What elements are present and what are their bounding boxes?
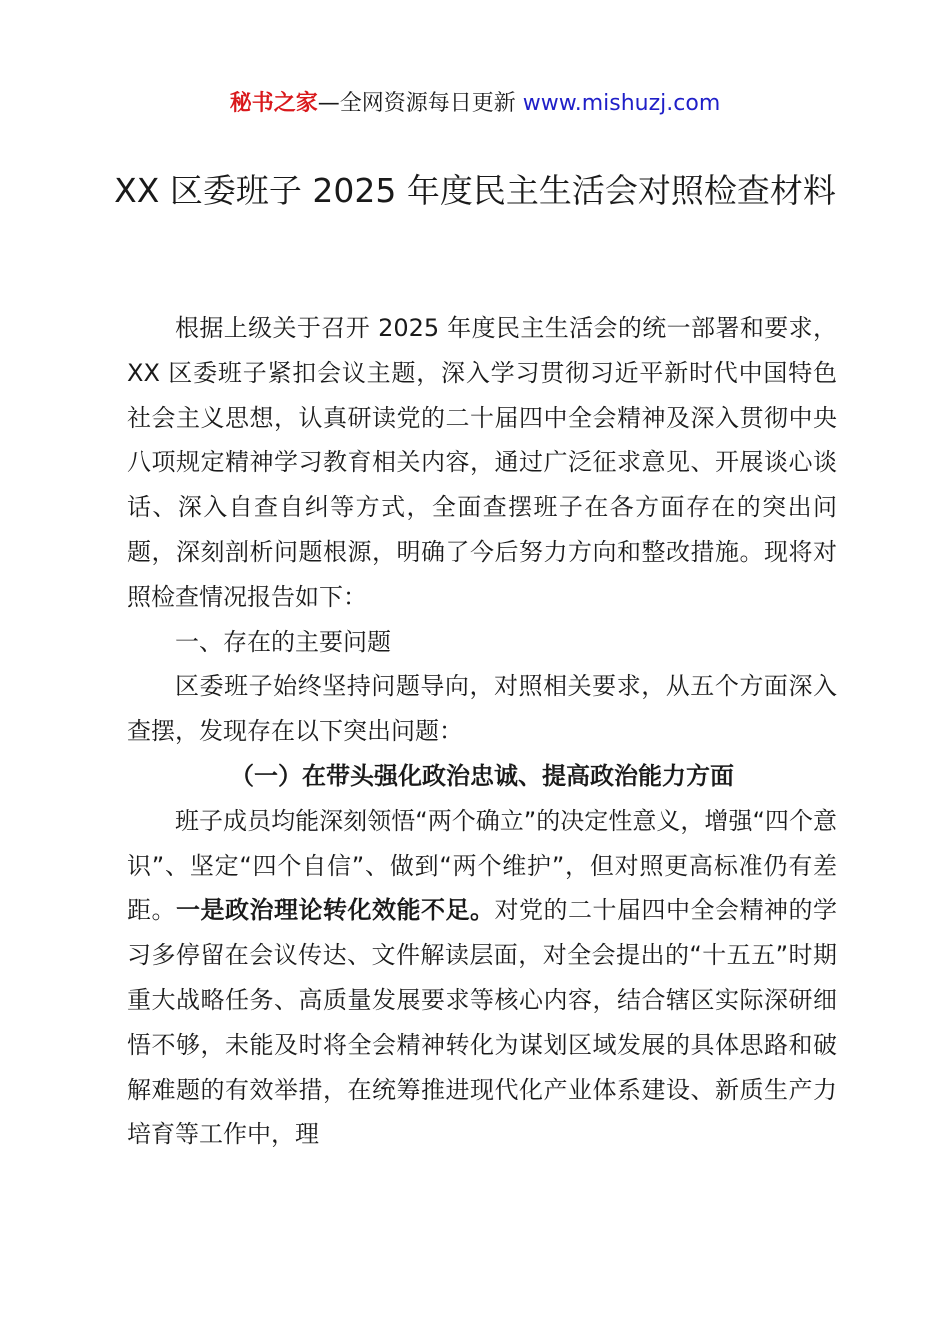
point-title: 一是政治理论转化效能不足。 xyxy=(176,896,495,925)
subsection-paragraph xyxy=(127,799,837,1157)
intro-paragraph: 根据上级关于召开 2025 年度民主生活会的统一部署和要求，XX 区委班子紧扣会议主题，深入学习贯彻习近平新时代中国特色社会主义思想，认真研读党的二十届四中全会精神及深入贯彻中央八项规定精神学习教育相关内容，通过广泛征求意见、开展谈心谈话、深入自查自纠等方式，全面查摆班子在各方面存在的突出问题，深刻剖析问题根源，明确了今后努力方向和整改措施。现将对照检查情况报告如下： xyxy=(127,314,837,611)
point-text: 对党的二十届四中全会精神的学习多停留在会议传达、文件解读层面，对全会提出的“十五五”时期重大战略任务、高质量发展要求等核心内容，结合辖区实际深研细悟不够，未能及时将全会精神转化为谋划区域发展的具体思路和破解难题的有效举措，在统筹推进现代化产业体系建设、新质生产力培育等工作中，理 xyxy=(127,896,837,1149)
document-title: XX 区委班子 2025 年度民主生活会对照检查材料 xyxy=(114,171,836,210)
section-intro-paragraph: 区委班子始终坚持问题导向，对照相关要求，从五个方面深入查摆，发现存在以下突出问题： xyxy=(127,672,837,746)
header-tagline: —全网资源每日更新 xyxy=(317,91,523,116)
section-heading: 一、存在的主要问题 xyxy=(175,627,391,656)
brand-name: 秘书之家 xyxy=(229,91,318,116)
subsection-heading: （一）在带头强化政治忠诚、提高政治能力方面 xyxy=(230,761,734,790)
site-link[interactable]: www.mishuzj.com xyxy=(522,91,721,116)
subsection-lead-text: 班子成员均能深刻领悟“两个确立”的决定性意义，增强“四个意识”、坚定“四个自信”、做到“两个维护”，但对照更高标准仍有差距。 xyxy=(127,806,837,925)
document-body xyxy=(127,306,837,1157)
site-header xyxy=(0,88,950,120)
